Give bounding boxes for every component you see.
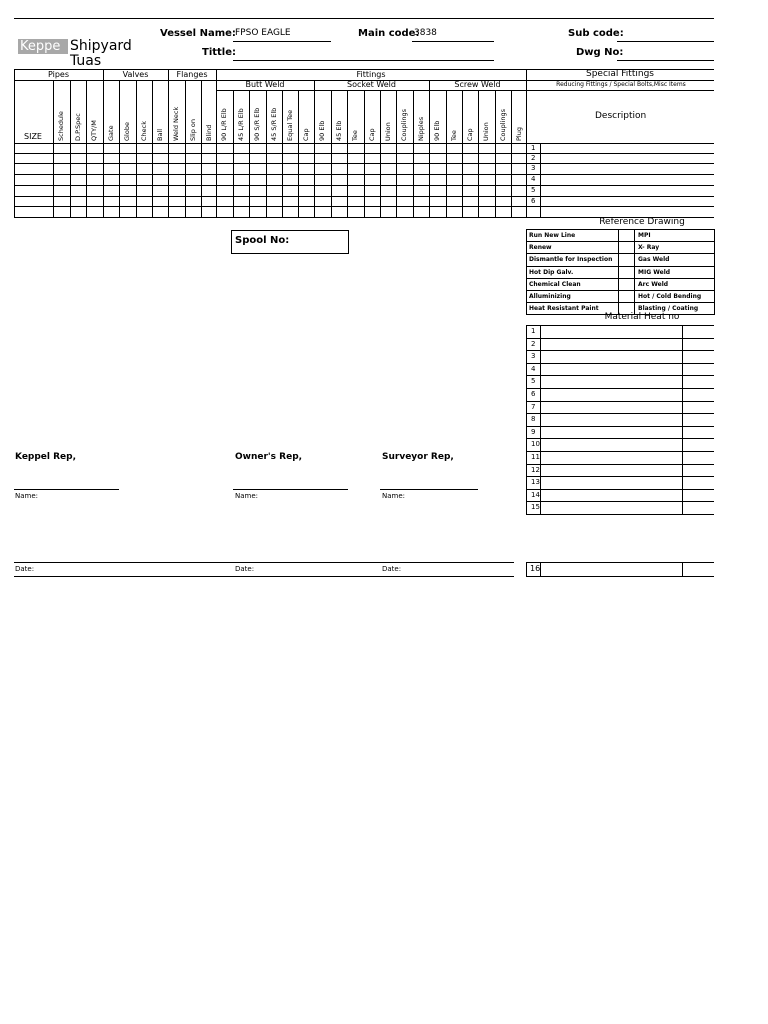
owner-date-label: Date: xyxy=(235,565,255,573)
col-header: Cap xyxy=(466,128,474,141)
col-header: Blind xyxy=(205,124,213,141)
col-header: D.P.Spec xyxy=(74,113,82,141)
company-name: Shipyard xyxy=(70,38,132,54)
heat-row-number: 9 xyxy=(531,428,536,436)
col-size: SIZE xyxy=(24,132,42,141)
col-header: Weld Neck xyxy=(172,106,180,141)
heat-row-number: 15 xyxy=(531,503,540,511)
main-code-value: 3838 xyxy=(414,28,437,38)
heat-row-number-16: 16 xyxy=(530,564,541,573)
reference-option-left: Chemical Clean xyxy=(529,281,581,288)
reference-option-left: Run New Line xyxy=(529,232,576,239)
col-header: Couplings xyxy=(400,108,408,141)
heat-row-number: 5 xyxy=(531,377,536,385)
group-valves: Valves xyxy=(122,70,149,79)
reference-option-right: Blasting / Coating xyxy=(638,305,699,312)
item-row-number: 3 xyxy=(531,164,536,172)
reference-option-right: Hot / Cold Bending xyxy=(638,293,702,300)
col-header: Check xyxy=(140,121,148,141)
logo-text: Keppe xyxy=(20,39,61,54)
surveyor-date-label: Date: xyxy=(382,565,402,573)
item-row-number: 4 xyxy=(531,175,536,183)
col-header: 90 Elb xyxy=(318,120,326,141)
spool-no-label: Spool No: xyxy=(235,235,290,246)
item-row-number: 5 xyxy=(531,186,536,194)
heat-row-number: 4 xyxy=(531,365,536,373)
reference-option-left: Dismantle for Inspection xyxy=(529,256,613,263)
keppel-name-label: Name: xyxy=(15,492,39,500)
col-header: 45 L/R Elb xyxy=(237,108,245,141)
reference-option-right: Gas Weld xyxy=(638,256,670,263)
heat-row-number: 11 xyxy=(531,453,540,461)
heat-row-number: 2 xyxy=(531,340,536,348)
company-location: Tuas xyxy=(70,53,102,69)
heat-row-number: 12 xyxy=(531,466,540,474)
col-header: 90 S/R Elb xyxy=(253,107,261,141)
dwg-no-label: Dwg No: xyxy=(576,47,624,58)
surveyor-rep-label: Surveyor Rep, xyxy=(382,452,454,462)
owner-rep-label: Owner's Rep, xyxy=(235,452,303,462)
item-row-number: 2 xyxy=(531,154,536,162)
special-subtitle: Reducing Fittings / Special Bolts,Misc Items xyxy=(556,81,686,88)
group-fittings: Fittings xyxy=(356,70,386,79)
item-row-number: 1 xyxy=(531,144,536,152)
reference-option-left: Heat Resistant Paint xyxy=(529,305,599,312)
group-pipes: Pipes xyxy=(47,70,70,79)
reference-drawing-title: Reference Drawing xyxy=(599,217,685,227)
group-screw-weld: Screw Weld xyxy=(454,80,501,89)
col-header: 45 Elb xyxy=(335,120,343,141)
reference-option-right: Arc Weld xyxy=(638,281,669,288)
col-header: Equal Tee xyxy=(286,109,294,141)
col-header: Tee xyxy=(450,130,458,141)
col-header: Cap xyxy=(368,128,376,141)
col-header: Tee xyxy=(351,130,359,141)
col-header: Plug xyxy=(515,127,523,141)
col-header: Gate xyxy=(107,125,115,141)
col-header: Nipples xyxy=(417,116,425,141)
reference-option-right: X- Ray xyxy=(638,244,660,251)
sub-code-label: Sub code: xyxy=(568,28,624,39)
heat-row-number: 3 xyxy=(531,352,536,360)
heat-row-number: 1 xyxy=(531,327,536,335)
keppel-rep-label: Keppel Rep, xyxy=(15,452,77,462)
material-heat-title: Material Heat no xyxy=(604,312,680,322)
heat-row-number: 7 xyxy=(531,403,536,411)
col-header: Schedule xyxy=(57,111,65,141)
col-header: Union xyxy=(482,122,490,141)
group-butt-weld: Butt Weld xyxy=(245,80,285,89)
heat-row-number: 8 xyxy=(531,415,536,423)
reference-option-right: MIG Weld xyxy=(638,269,671,276)
col-header: 90 Elb xyxy=(433,120,441,141)
heat-row-number: 6 xyxy=(531,390,536,398)
title-label: Tittle: xyxy=(202,47,237,58)
col-header: 45 S/R Elb xyxy=(270,107,278,141)
heat-row-number: 10 xyxy=(531,440,540,448)
col-header: Cap xyxy=(302,128,310,141)
owner-name-label: Name: xyxy=(235,492,259,500)
heat-row-number: 14 xyxy=(531,491,540,499)
reference-option-left: Alluminizing xyxy=(529,293,571,300)
group-flanges: Flanges xyxy=(176,70,208,79)
col-header: Ball xyxy=(156,128,164,141)
heat-row-number: 13 xyxy=(531,478,540,486)
col-header: QTY/M xyxy=(90,120,98,141)
group-special-fittings: Special Fittings xyxy=(586,69,654,79)
col-header: Union xyxy=(384,122,392,141)
reference-option-left: Renew xyxy=(529,244,552,251)
surveyor-name-label: Name: xyxy=(382,492,406,500)
col-header: Slip on xyxy=(189,118,197,141)
col-header: 90 L/R Elb xyxy=(220,108,228,141)
item-row-number: 6 xyxy=(531,197,536,205)
vessel-name-label: Vessel Name: xyxy=(160,28,236,39)
group-socket-weld: Socket Weld xyxy=(347,80,396,89)
main-code-label: Main code: xyxy=(358,28,420,39)
col-description: Description xyxy=(595,111,647,121)
keppel-date-label: Date: xyxy=(15,565,35,573)
col-header: Globe xyxy=(123,122,131,141)
vessel-name-value: FPSO EAGLE xyxy=(235,28,291,38)
reference-option-left: Hot Dip Galv. xyxy=(529,269,574,276)
reference-option-right: MPI xyxy=(638,232,651,239)
col-header: Couplings xyxy=(499,108,507,141)
